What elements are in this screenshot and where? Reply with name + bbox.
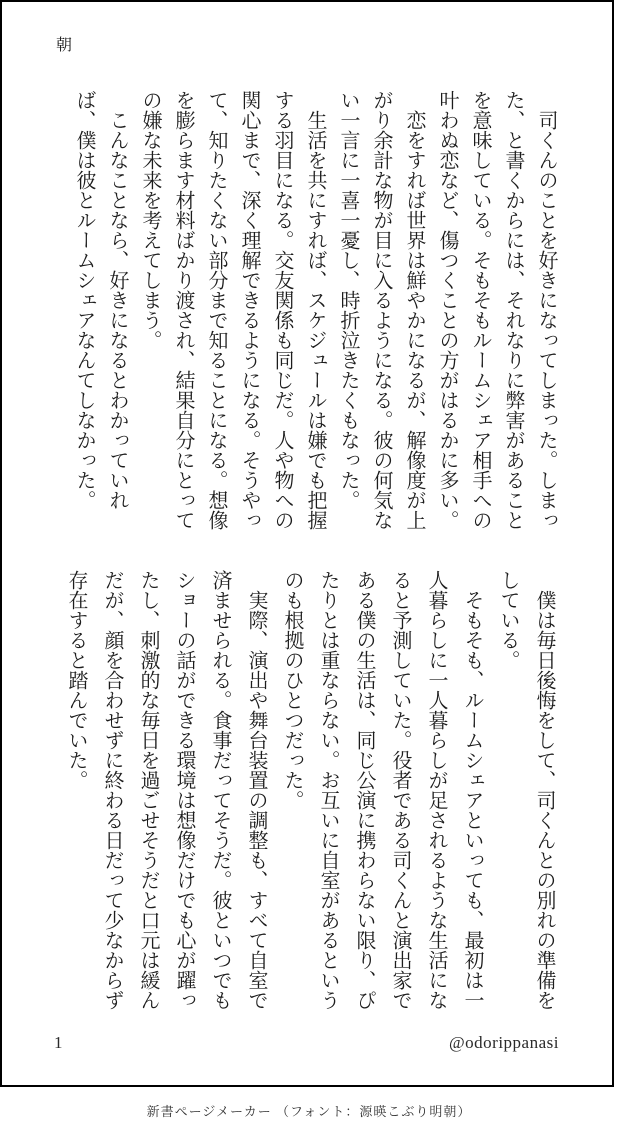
paragraph: 僕は毎日後悔をして、司くんとの別れの準備をしている。 bbox=[497, 570, 555, 1010]
vertical-text-block-top bbox=[67, 90, 562, 532]
author-handle: @odorippanasi bbox=[449, 1033, 559, 1052]
paragraph: 実際、演出や舞台装置の調整も、すべて自室で済ませられる。食事だってそうだ。彼といつでもショーの話ができる環境は想像だけでも心が躍ったし、刺激的な毎日を過ごせそうだと口元は緩んだが、顔を合わせずに終わる日だって少なからず存在すると踏んでいた。 bbox=[65, 570, 267, 1010]
paragraph: 司くんのことを好きになってしまった。しまった、と書くからには、それなりに弊害があることを意味している。そもそもルームシェア相手への叶わぬ恋など、傷つくことの方がはるかに多い。 bbox=[436, 90, 557, 530]
paragraph: 生活を共にすれば、スケジュールは嫌でも把握する羽目になる。交友関係も同じだ。人や物への関心まで、深く理解できるようになる。そうやって、知りたくない部分まで知ることになる。想像を膨らます材料ばかり渡され、結果自分にとっての嫌な未来を考えてしまう。 bbox=[139, 90, 326, 530]
paragraph: 恋をすれば世界は鮮やかになるが、解像度が上がり余計な物が目に入るようになる。彼の何気ない一言に一喜一憂し、時折泣きたくもなった。 bbox=[337, 90, 425, 530]
paragraph: こんなことなら、好きになるとわかっていれば、僕は彼とルームシェアなんてしなかった。 bbox=[73, 90, 128, 510]
vertical-text-block-bottom bbox=[58, 570, 562, 1012]
page-number: 1 bbox=[54, 1033, 63, 1052]
running-head-title: 朝 bbox=[56, 37, 73, 54]
tool-credit-caption: 新書ページメーカー （フォント：源暎こぶり明朝） bbox=[146, 1104, 472, 1119]
paragraph: そもそも、ルームシェアといっても、最初は一人暮らしに一人暮らしが足されるような生活になると予測していた。役者である司くんと演出家である僕の生活は、同じ公演に携わらない限り、ぴたりとは重ならない。お互いに自室があるというのも根拠のひとつだった。 bbox=[281, 570, 483, 1010]
